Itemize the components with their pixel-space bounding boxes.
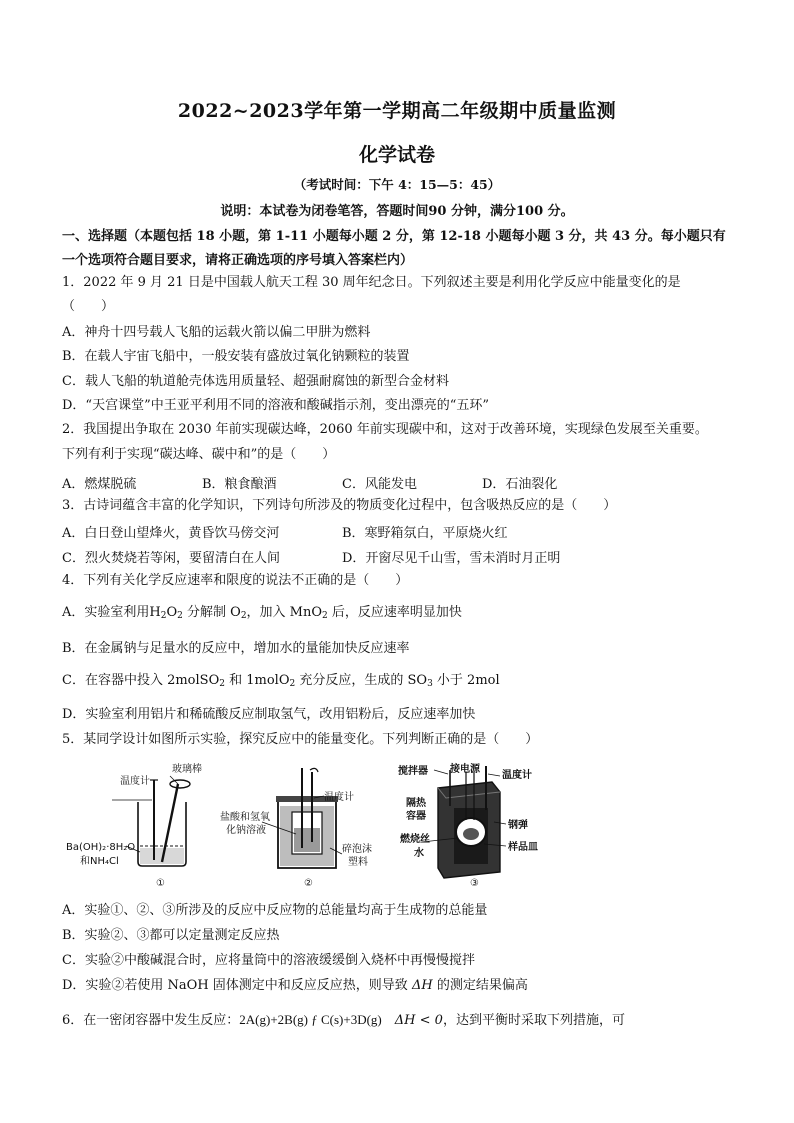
fig3-insulated-label-1: 隔热 xyxy=(406,798,426,809)
q2-option-d: D．石油裂化 xyxy=(482,477,558,492)
experiment-figure-svg xyxy=(66,762,546,892)
fig3-insulated-label-2: 容器 xyxy=(406,811,426,822)
q2-stem-line2: 下列有利于实现“碳达峰、碳中和”的是（ ） xyxy=(62,447,336,462)
fig1-number: ① xyxy=(156,878,165,889)
q2-option-b: B．粮食酿酒 xyxy=(202,477,277,492)
fig3-number: ③ xyxy=(470,878,479,889)
subject-title: 化学试卷 xyxy=(358,144,435,166)
fig2-solution-label-1: 盐酸和氢氧 xyxy=(220,812,270,823)
fig3-power-label: 接电源 xyxy=(450,764,480,775)
fig2-thermometer-label: 温度计 xyxy=(324,792,354,803)
q3-option-a: A．白日登山望烽火，黄昏饮马傍交河 xyxy=(62,526,280,541)
q4-option-d: D．实验室利用铝片和稀硫酸反应制取氢气，改用铝粉后，反应速率加快 xyxy=(62,707,476,722)
q1-option-a: A．神舟十四号载人飞船的运载火箭以偏二甲肼为燃料 xyxy=(62,325,371,340)
fig3-water-label: 水 xyxy=(414,848,424,859)
fig1-thermometer-label: 温度计 xyxy=(120,776,150,787)
q3-option-d: D．开窗尽见千山雪，雪未消时月正明 xyxy=(342,551,561,566)
q6-equation: 2A(g)+2B(g) ƒ C(s)+3D(g) xyxy=(239,1012,382,1027)
q3-option-c: C．烈火焚烧若等闲，要留清白在人间 xyxy=(62,551,280,566)
fig2-foam-label-1: 碎泡沫 xyxy=(342,844,372,855)
q1-option-b: B．在载人宇宙飞船中，一般安装有盛放过氧化钠颗粒的装置 xyxy=(62,349,410,364)
experiment-figure xyxy=(66,762,546,892)
q2-option-c: C．风能发电 xyxy=(342,477,417,492)
exam-time: （考试时间：下午 4：15—5：45） xyxy=(293,177,501,192)
q6-condition: ΔH < 0 xyxy=(394,1013,443,1028)
fig1-reagent-label-1: Ba(OH)₂·8H₂O xyxy=(66,842,136,853)
fig1-rod-label: 玻璃棒 xyxy=(172,764,202,775)
fig3-stirrer-label: 搅拌器 xyxy=(398,766,428,777)
exam-title: 2022~2023学年第一学期高二年级期中质量监测 xyxy=(177,100,617,122)
q6-stem: 6．在一密闭容器中发生反应：2A(g)+2B(g) ƒ C(s)+3D(g) ΔH < 0，达到平衡时采取下列措施，可 xyxy=(62,1012,625,1028)
calorimeter-apparatus-2 xyxy=(262,768,342,868)
q1-paren: （ ） xyxy=(62,299,115,314)
q3-option-b: B．寒野箱氛白，平原烧火红 xyxy=(342,526,508,541)
q1-option-c: C．载人飞船的轨道舱壳体选用质量轻、超强耐腐蚀的新型合金材料 xyxy=(62,374,449,389)
fig1-reagent-label-2: 和NH₄Cl xyxy=(80,856,119,867)
q4-stem: 4．下列有关化学反应速率和限度的说法不正确的是（ ） xyxy=(62,573,409,588)
q2-stem-line1: 2．我国提出争取在 2030 年前实现碳达峰，2060 年前实现碳中和，这对于改善环境，实现绿色发展至关重要。 xyxy=(62,422,708,437)
q5-stem: 5．某同学设计如图所示实验，探究反应中的能量变化。下列判断正确的是（ ） xyxy=(62,732,539,747)
q4-option-c: C．在容器中投入 2molSO$_2$ 和 1molO$_2$ 充分反应，生成的 $SO_3$ 小于 2mol xyxy=(62,673,500,689)
q5-option-b: B．实验②、③都可以定量测定反应热 xyxy=(62,928,280,943)
fig3-bomb-label: 钢弹 xyxy=(508,820,528,831)
q1-option-d: D．“天宫课堂”中王亚平利用不同的溶液和酸碱指示剂，变出漂亮的“五环” xyxy=(62,398,490,413)
section-heading-line1: 一、选择题（本题包括 18 小题，第 1-11 小题每小题 2 分，第 12-18 小题每小题 3 分，共 43 分。每小题只有 xyxy=(62,229,726,244)
q1-stem: 1．2022 年 9 月 21 日是中国载人航天工程 30 周年纪念日。下列叙述主要是利用化学反应中能量变化的是 xyxy=(62,275,681,290)
section-heading xyxy=(62,225,742,273)
fig3-dish-label: 样品皿 xyxy=(508,842,538,853)
section-heading-line2: 一个选项符合题目要求，请将正确选项的序号填入答案栏内） xyxy=(62,253,414,268)
exam-note: 说明：本试卷为闭卷笔答，答题时间90 分钟，满分100 分。 xyxy=(220,204,574,219)
bomb-calorimeter-apparatus-3 xyxy=(422,766,506,878)
q5-option-d: D．实验②若使用 NaOH 固体测定中和反应反应热，则导致 ΔH 的测定结果偏高 xyxy=(62,978,528,993)
q4-option-a: A．实验室利用$H_2O_2$ 分解制 $O_2$，加入 MnO$_2$ 后，反应速率明显加快 xyxy=(62,605,462,621)
q5-option-a: A．实验①、②、③所涉及的反应中反应物的总能量均高于生成物的总能量 xyxy=(62,903,488,918)
fig3-wire-label: 燃烧丝 xyxy=(400,834,430,845)
q2-option-a: A．燃煤脱硫 xyxy=(62,477,137,492)
fig2-foam-label-2: 塑料 xyxy=(348,857,368,868)
q3-stem: 3．古诗词蕴含丰富的化学知识，下列诗句所涉及的物质变化过程中，包含吸热反应的是（ ） xyxy=(62,498,617,513)
fig3-thermometer-label: 温度计 xyxy=(502,770,532,781)
fig2-number: ② xyxy=(304,878,313,889)
fig2-solution-label-2: 化钠溶液 xyxy=(226,825,266,836)
q5-option-c: C．实验②中酸碱混合时，应将量筒中的溶液缓缓倒入烧杯中再慢慢搅拌 xyxy=(62,953,475,968)
q4-option-b: B．在金属钠与足量水的反应中，增加水的量能加快反应速率 xyxy=(62,641,410,656)
